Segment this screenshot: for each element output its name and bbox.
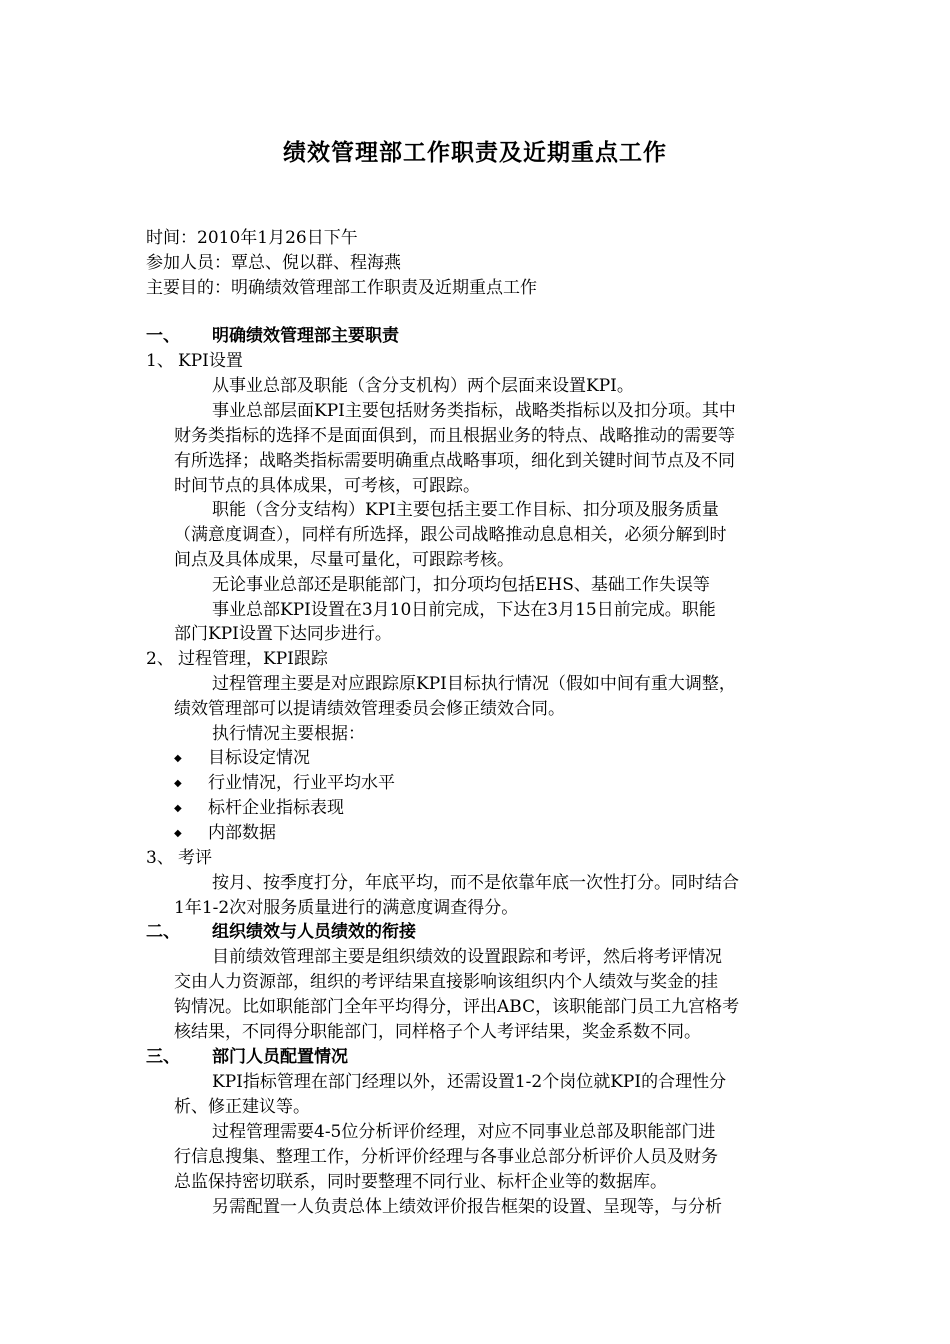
paragraph-line: 过程管理需要4-5位分析评价经理，对应不同事业总部及职能部门进 [212,1122,716,1142]
paragraph-line: 析、修正建议等。 [174,1097,310,1117]
section-heading-1 [146,324,399,348]
section-number: 一、 [146,326,180,346]
paragraph-line: 有所选择；战略类指标需要明确重点战略事项，细化到关键时间节点及不同 [174,451,735,471]
subsection-heading-1 [146,349,243,373]
list-item: ◆ 标杆企业指标表现 [174,796,344,821]
meta-time: 时间：2010年1月26日下午 [146,228,358,248]
paragraph-line: 另需配置一人负责总体上绩效评价报告框架的设置、呈现等，与分析 [212,1197,722,1217]
section-title: 部门人员配置情况 [212,1047,348,1067]
subsection-title: KPI设置 [178,351,243,371]
paragraph-line: 1年1-2次对服务质量进行的满意度调查得分。 [174,898,519,918]
subsection-number: 1、 [146,351,174,371]
document-title: 绩效管理部工作职责及近期重点工作 [283,139,667,166]
section-title: 明确绩效管理部主要职责 [212,326,399,346]
section-number: 二、 [146,922,180,942]
subsection-number: 2、 [146,649,174,669]
section-number: 三、 [146,1047,180,1067]
diamond-bullet-icon: ◆ [174,753,182,764]
paragraph-line: 部门KPI设置下达同步进行。 [174,624,392,644]
paragraph-line: 过程管理主要是对应跟踪原KPI目标执行情况（假如中间有重大调整， [212,674,736,694]
diamond-bullet-icon: ◆ [174,828,182,839]
paragraph-line: 事业总部层面KPI主要包括财务类指标，战略类指标以及扣分项。其中 [212,401,736,421]
subsection-title: 考评 [178,848,212,868]
paragraph-line: 钩情况。比如职能部门全年平均得分，评出ABC，该职能部门员工九宫格考 [174,997,740,1017]
section-title: 组织绩效与人员绩效的衔接 [212,922,416,942]
subsection-heading-2 [146,647,328,671]
paragraph-line: KPI指标管理在部门经理以外，还需设置1-2个岗位就KPI的合理性分 [212,1072,727,1092]
paragraph-line: 无论事业总部还是职能部门，扣分项均包括EHS、基础工作失误等 [212,575,710,595]
paragraph-line: 财务类指标的选择不是面面俱到，而且根据业务的特点、战略推动的需要等 [174,426,735,446]
paragraph-line: 间点及具体成果，尽量可量化，可跟踪考核。 [174,550,514,570]
subsection-number: 3、 [146,848,174,868]
list-item: ◆ 目标设定情况 [174,746,310,771]
paragraph-line: 交由人力资源部，组织的考评结果直接影响该组织内个人绩效与奖金的挂 [174,972,718,992]
paragraph-line: 按月、按季度打分，年底平均，而不是依靠年底一次性打分。同时结合 [212,873,739,893]
paragraph-line: 绩效管理部可以提请绩效管理委员会修正绩效合同。 [174,699,565,719]
paragraph-line: 总监保持密切联系，同时要整理不同行业、标杆企业等的数据库。 [174,1172,667,1192]
paragraph-line: 事业总部KPI设置在3月10日前完成，下达在3月15日前完成。职能 [212,600,716,620]
paragraph-line: 时间节点的具体成果，可考核，可跟踪。 [174,476,480,496]
meta-attendees: 参加人员：覃总、倪以群、程海燕 [146,253,401,273]
list-item: ◆ 行业情况，行业平均水平 [174,771,395,796]
paragraph-line: （满意度调查），同样有所选择，跟公司战略推动息息相关，必须分解到时 [174,525,727,545]
section-heading-3 [146,1045,348,1069]
diamond-bullet-icon: ◆ [174,778,182,789]
paragraph-line: 核结果，不同得分职能部门，同样格子个人考评结果，奖金系数不同。 [174,1022,701,1042]
section-heading-2 [146,920,416,944]
paragraph-line: 行信息搜集、整理工作，分析评价经理与各事业总部分析评价人员及财务 [174,1147,718,1167]
subsection-title: 过程管理，KPI跟踪 [178,649,328,669]
paragraph-line: 目前绩效管理部主要是组织绩效的设置跟踪和考评，然后将考评情况 [212,947,722,967]
subsection-heading-3 [146,846,212,870]
paragraph-line: 从事业总部及职能（含分支机构）两个层面来设置KPI。 [212,376,634,396]
list-item: ◆ 内部数据 [174,821,276,846]
paragraph-line: 职能（含分支结构）KPI主要包括主要工作目标、扣分项及服务质量 [212,500,719,520]
paragraph-line: 执行情况主要根据： [212,724,365,744]
meta-purpose: 主要目的：明确绩效管理部工作职责及近期重点工作 [146,278,537,298]
diamond-bullet-icon: ◆ [174,803,182,814]
